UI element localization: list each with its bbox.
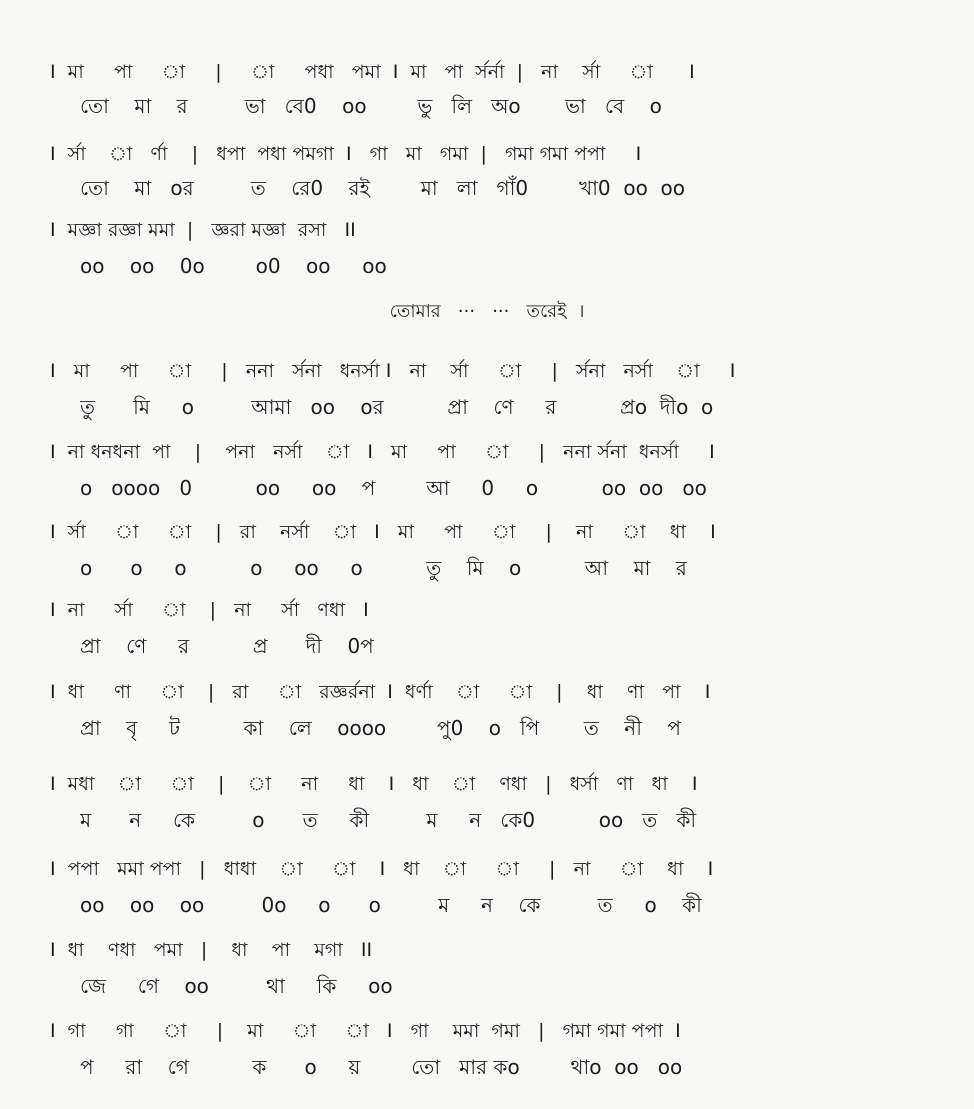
- notation-line-7: I না র্সা া | না র্সা ণধা I: [50, 599, 369, 621]
- lyrics-line-4: তু মি o আমা oo oর প্রা ণে র প্রo দীo o: [80, 395, 714, 419]
- notation-line-11: I ধা ণধা পমা | ধা পা মগা II: [50, 939, 373, 961]
- notation-line-3: I মজ্ঞা রজ্ঞা মমা | জ্ঞরা মজ্ঞা রসা II: [50, 219, 356, 241]
- lyrics-line-10: oo oo oo 0o o o ম ন কে ত o কী: [80, 893, 702, 917]
- notation-line-1: I মা পা া | া পধা পমা I মা পা র্সর্না | না র্সা া I: [50, 61, 695, 83]
- lyrics-line-1: তো মা র ভা বে0 oo ভু লি অo ভা বে o: [80, 94, 662, 118]
- notation-line-5: I না ধনধনা পা | পনা নর্সা া I মা পা া | ননা র্সনা ধনর্সা I: [50, 441, 715, 463]
- lyrics-line-9: ম ন কে o ত কী ম ন কে0 oo ত কী: [80, 808, 697, 832]
- lyrics-line-6: o o o o oo o তু মি o আ মা র: [80, 556, 687, 580]
- notation-line-10: I পপা মমা পপা | ধাধা া া I ধা া া | না া ধা I: [50, 858, 714, 880]
- notation-line-4: I মা পা া | ননা র্সনা ধনর্সা I না র্সা া | র্সনা নর্সা া I: [50, 360, 736, 382]
- notation-line-8: I ধা ণা া | রা া রজ্ঞর্রনা I ধর্ণা া া | ধা ণা পা I: [50, 681, 711, 703]
- lyrics-line-11: জে গে oo থা কি oo: [80, 974, 393, 998]
- lyrics-line-5: o oooo 0 oo oo প আ 0 o oo oo oo: [80, 476, 707, 500]
- notation-line-12: I গা গা া | মা া া I গা মমা গমা | গমা গমা পপা I: [50, 1020, 681, 1042]
- lyrics-line-3: oo oo 0o o0 oo oo: [80, 254, 387, 278]
- notation-line-6: I র্সা া া | রা নর্সা া I মা পা া | না া ধা I: [50, 521, 716, 543]
- lyrics-line-2: তো মা oর ত রে0 রই মা লা গাঁ0 খা0 oo oo: [80, 176, 686, 200]
- notation-line-9: I মধা া া | া না ধা I ধা া ণধা | ধর্সা ণা ধা I: [50, 773, 698, 795]
- lyrics-line-8: প্রা বৃ ট কা লে oooo পু0 o পি ত নী প: [80, 716, 681, 740]
- lyrics-line-7: প্রা ণে র প্র দী 0প: [80, 634, 374, 658]
- refrain-line: তোমার ··· ··· তরেই ।: [389, 301, 585, 322]
- notation-line-2: I র্সা া র্ণা | ধপা পধা পমগা I গা মা গমা | গমা গমা পপা I: [50, 143, 642, 165]
- lyrics-line-12: প রা গে ক o য় তো মার কo থাo oo oo: [80, 1055, 683, 1079]
